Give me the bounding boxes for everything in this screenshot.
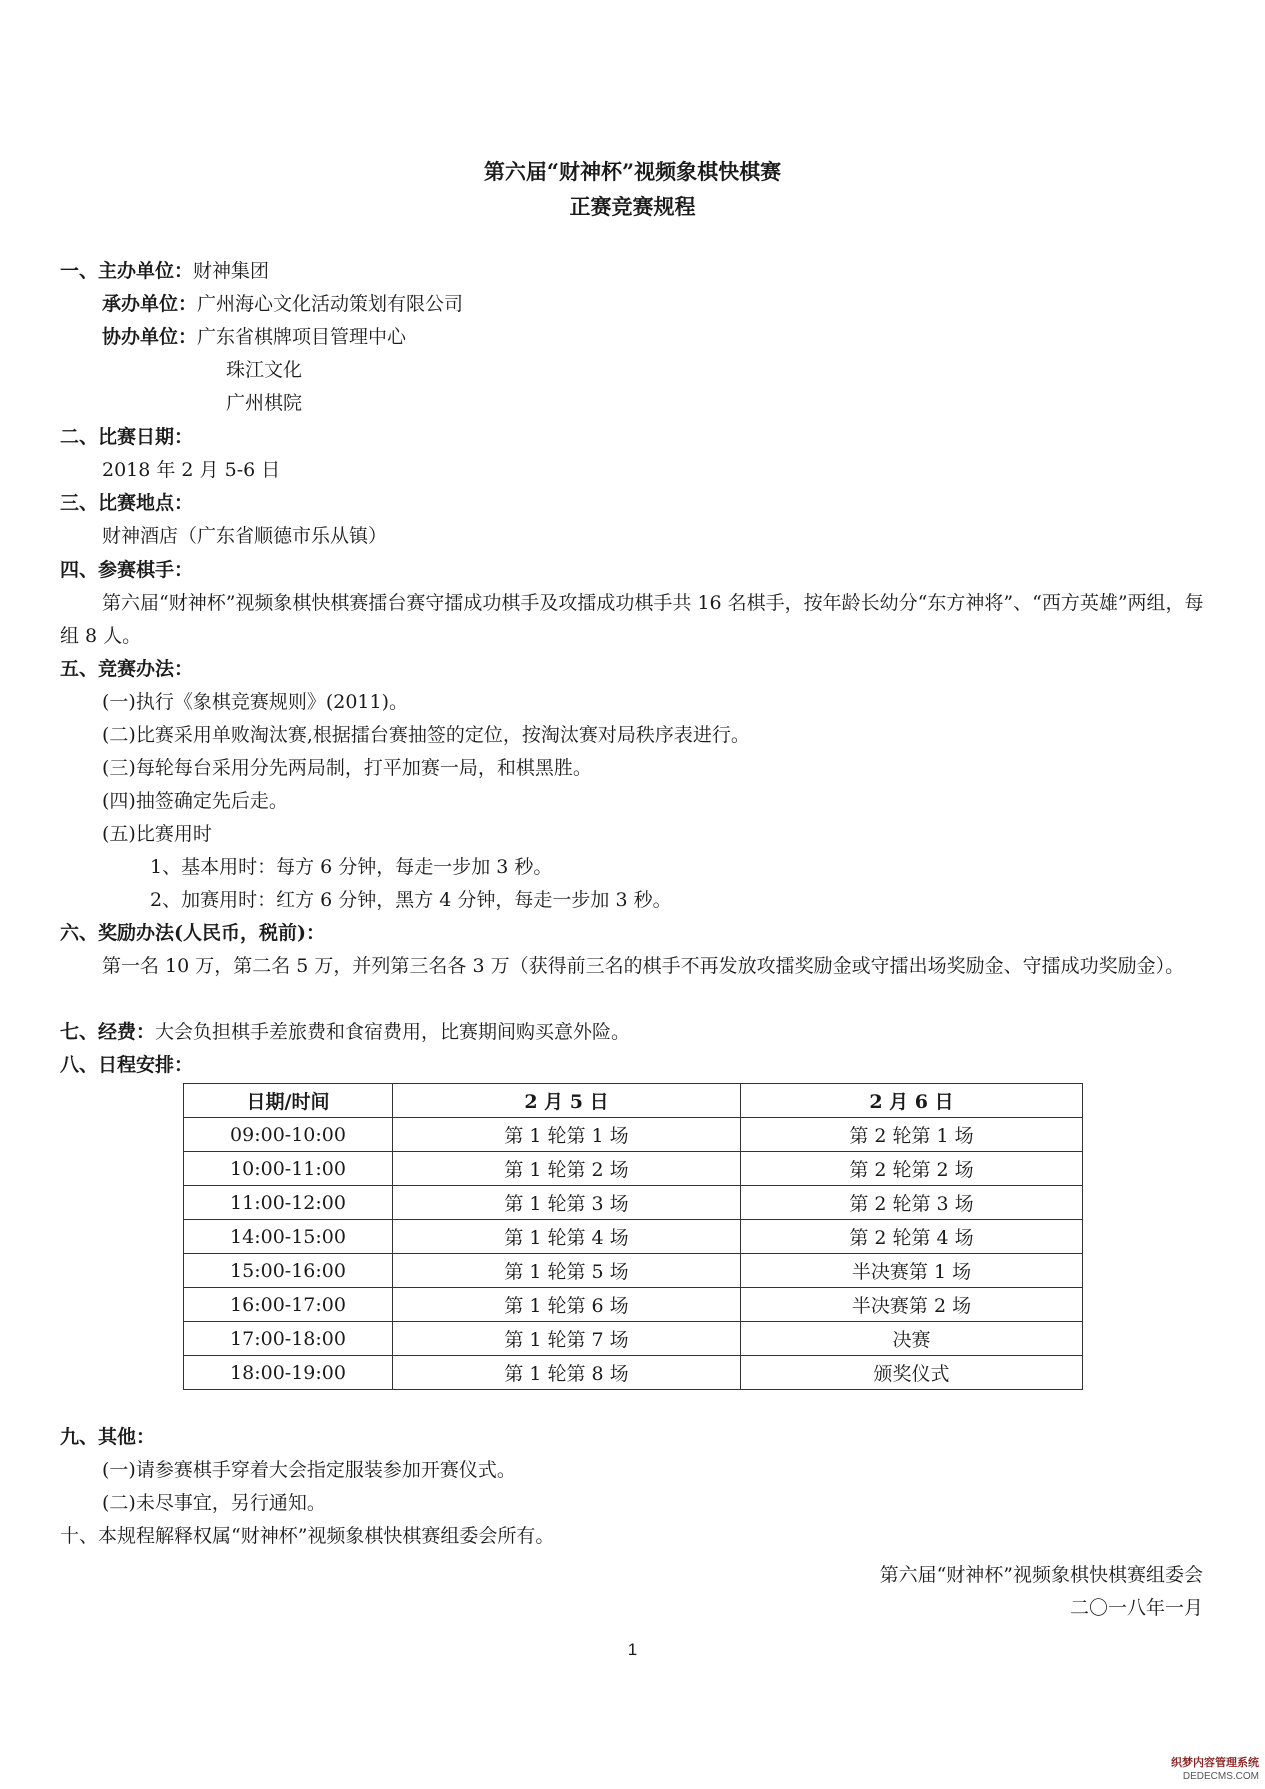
time-cell: 11:00-12:00 bbox=[184, 1186, 393, 1220]
reward-heading: 六、奖励办法(人民币，税前)： bbox=[60, 922, 325, 944]
day2-cell: 颁奖仪式 bbox=[741, 1356, 1083, 1390]
expense-line bbox=[60, 1019, 630, 1045]
other-item-1: (一)请参赛棋手穿着大会指定服装参加开赛仪式。 bbox=[102, 1459, 516, 1481]
time-cell: 18:00-19:00 bbox=[184, 1356, 393, 1390]
day1-cell: 第 1 轮第 2 场 bbox=[393, 1152, 741, 1186]
table-row bbox=[184, 1186, 1083, 1220]
schedule-table bbox=[183, 1083, 1083, 1390]
time-cell: 10:00-11:00 bbox=[184, 1152, 393, 1186]
organizers-undertaker bbox=[102, 291, 463, 317]
day2-cell: 第 2 轮第 1 场 bbox=[741, 1118, 1083, 1152]
day2-cell: 半决赛第 2 场 bbox=[741, 1288, 1083, 1322]
co-value-1: 广东省棋牌项目管理中心 bbox=[197, 326, 407, 348]
day1-cell: 第 1 轮第 6 场 bbox=[393, 1288, 741, 1322]
table-row bbox=[184, 1322, 1083, 1356]
document-subtitle: 正赛竞赛规程 bbox=[569, 194, 696, 219]
venue-heading: 三、比赛地点： bbox=[60, 492, 194, 514]
dates-value: 2018 年 2 月 5-6 日 bbox=[102, 459, 281, 481]
players-heading: 四、参赛棋手： bbox=[60, 559, 194, 581]
watermark-line-1: 织梦内容管理系统 bbox=[1171, 1757, 1259, 1769]
other-heading: 九、其他： bbox=[60, 1426, 156, 1448]
table-row bbox=[184, 1152, 1083, 1186]
day1-cell: 第 1 轮第 8 场 bbox=[393, 1356, 741, 1390]
day1-cell: 第 1 轮第 5 场 bbox=[393, 1254, 741, 1288]
other-item-2: (二)未尽事宜，另行通知。 bbox=[102, 1492, 326, 1514]
method-item-5: (五)比赛用时 bbox=[102, 823, 212, 845]
table-row bbox=[184, 1220, 1083, 1254]
table-row bbox=[184, 1118, 1083, 1152]
schedule-header-row bbox=[184, 1084, 1083, 1118]
organizers-host bbox=[60, 258, 269, 284]
co-label: 协办单位： bbox=[102, 326, 198, 348]
undertaker-value: 广州海心文化活动策划有限公司 bbox=[197, 293, 464, 315]
host-label: 一、主办单位： bbox=[60, 260, 194, 282]
watermark-line-2: DEDECMS.COM bbox=[1182, 1771, 1259, 1782]
expense-value: 大会负担棋手差旅费和食宿费用，比赛期间购买意外险。 bbox=[155, 1021, 631, 1043]
expense-label: 七、经费： bbox=[60, 1021, 156, 1043]
day1-cell: 第 1 轮第 1 场 bbox=[393, 1118, 741, 1152]
time-cell: 16:00-17:00 bbox=[184, 1288, 393, 1322]
method-item-3: (三)每轮每台采用分先两局制，打平加赛一局，和棋黑胜。 bbox=[102, 757, 592, 779]
time-cell: 14:00-15:00 bbox=[184, 1220, 393, 1254]
method-item-1: (一)执行《象棋竞赛规则》(2011)。 bbox=[102, 691, 409, 713]
day2-cell: 第 2 轮第 3 场 bbox=[741, 1186, 1083, 1220]
undertaker-label: 承办单位： bbox=[102, 293, 198, 315]
time-item-2: 2、加赛用时：红方 6 分钟，黑方 4 分钟，每走一步加 3 秒。 bbox=[150, 889, 672, 911]
day2-cell: 半决赛第 1 场 bbox=[741, 1254, 1083, 1288]
watermark-logo bbox=[1167, 1757, 1259, 1783]
dates-heading: 二、比赛日期： bbox=[60, 426, 194, 448]
venue-value: 财神酒店（广东省顺德市乐从镇） bbox=[102, 525, 388, 547]
schedule-header-time: 日期/时间 bbox=[184, 1084, 393, 1118]
table-row bbox=[184, 1254, 1083, 1288]
method-heading: 五、竞赛办法： bbox=[60, 658, 194, 680]
method-item-4: (四)抽签确定先后走。 bbox=[102, 790, 288, 812]
time-item-1: 1、基本用时：每方 6 分钟，每走一步加 3 秒。 bbox=[150, 856, 553, 878]
table-row bbox=[184, 1356, 1083, 1390]
method-item-2: (二)比赛采用单败淘汰赛,根据擂台赛抽签的定位，按淘汰赛对局秩序表进行。 bbox=[102, 724, 750, 746]
day2-cell: 第 2 轮第 4 场 bbox=[741, 1220, 1083, 1254]
rights-statement: 十、本规程解释权属“财神杯”视频象棋快棋赛组委会所有。 bbox=[60, 1525, 555, 1547]
day2-cell: 第 2 轮第 2 场 bbox=[741, 1152, 1083, 1186]
day1-cell: 第 1 轮第 4 场 bbox=[393, 1220, 741, 1254]
table-row bbox=[184, 1288, 1083, 1322]
signature-date: 二〇一八年一月 bbox=[1069, 1597, 1203, 1619]
co-value-2: 珠江文化 bbox=[226, 359, 303, 381]
players-text: 第六届“财神杯”视频象棋快棋赛擂台赛守擂成功棋手及攻擂成功棋手共 16 名棋手，按年龄长幼分“东方神将”、“西方英雄”两组，每组 8 人。 bbox=[60, 592, 1204, 647]
day1-cell: 第 1 轮第 3 场 bbox=[393, 1186, 741, 1220]
signature-org: 第六届“财神杯”视频象棋快棋赛组委会 bbox=[879, 1564, 1203, 1586]
schedule-heading: 八、日程安排： bbox=[60, 1054, 194, 1076]
co-value-3: 广州棋院 bbox=[226, 392, 303, 414]
organizers-co bbox=[102, 324, 406, 350]
schedule-header-day2: 2 月 6 日 bbox=[741, 1084, 1083, 1118]
page-number: 1 bbox=[627, 1640, 638, 1659]
document-title: 第六届“财神杯”视频象棋快棋赛 bbox=[483, 159, 782, 184]
time-cell: 09:00-10:00 bbox=[184, 1118, 393, 1152]
day2-cell: 决赛 bbox=[741, 1322, 1083, 1356]
time-cell: 15:00-16:00 bbox=[184, 1254, 393, 1288]
reward-text: 第一名 10 万，第二名 5 万，并列第三名各 3 万（获得前三名的棋手不再发放攻擂奖励金或守擂出场奖励金、守擂成功奖励金）。 bbox=[102, 955, 1185, 977]
day1-cell: 第 1 轮第 7 场 bbox=[393, 1322, 741, 1356]
time-cell: 17:00-18:00 bbox=[184, 1322, 393, 1356]
schedule-header-day1: 2 月 5 日 bbox=[393, 1084, 741, 1118]
host-value: 财神集团 bbox=[193, 260, 270, 282]
